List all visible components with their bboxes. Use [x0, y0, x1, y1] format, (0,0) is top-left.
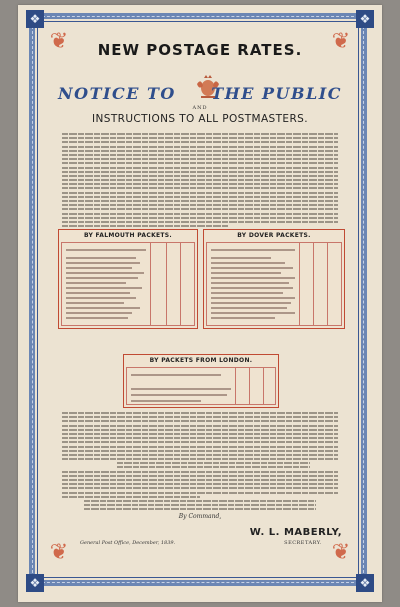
office-date: General Post Office, December, 1839. — [80, 540, 176, 546]
london-rates-table — [123, 354, 279, 408]
notice-heading — [58, 84, 342, 106]
body-paragraphs-top — [62, 133, 338, 229]
signer-title: SECRETARY. — [284, 540, 322, 546]
signer-name: W. L. MABERLY, — [249, 527, 342, 538]
flourish-icon: ❦ — [331, 29, 351, 54]
poster-sheet — [18, 5, 382, 602]
dover-rates-table — [203, 229, 345, 329]
and-text: AND — [192, 105, 208, 111]
body-paragraphs-bottom — [62, 412, 338, 513]
by-command-text: By Command, — [178, 513, 222, 520]
flourish-icon: ❦ — [49, 540, 69, 565]
notice-left-text: NOTICE TO — [58, 84, 176, 103]
corner-ornament-icon: ❖ — [356, 574, 374, 592]
flourish-icon: ❦ — [331, 540, 351, 565]
corner-ornament-icon: ❖ — [26, 574, 44, 592]
corner-ornament-icon: ❖ — [356, 10, 374, 28]
instructions-heading: INSTRUCTIONS TO ALL POSTMASTERS. — [92, 113, 308, 125]
table-heading: BY FALMOUTH PACKETS. — [83, 232, 173, 239]
table-heading: BY DOVER PACKETS. — [237, 232, 311, 239]
falmouth-rates-table — [58, 229, 198, 329]
notice-right-text: THE PUBLIC — [211, 84, 342, 103]
flourish-icon: ❦ — [49, 29, 69, 54]
poster-title: NEW POSTAGE RATES. — [97, 41, 303, 59]
corner-ornament-icon: ❖ — [26, 10, 44, 28]
table-heading: BY PACKETS FROM LONDON. — [149, 357, 253, 364]
